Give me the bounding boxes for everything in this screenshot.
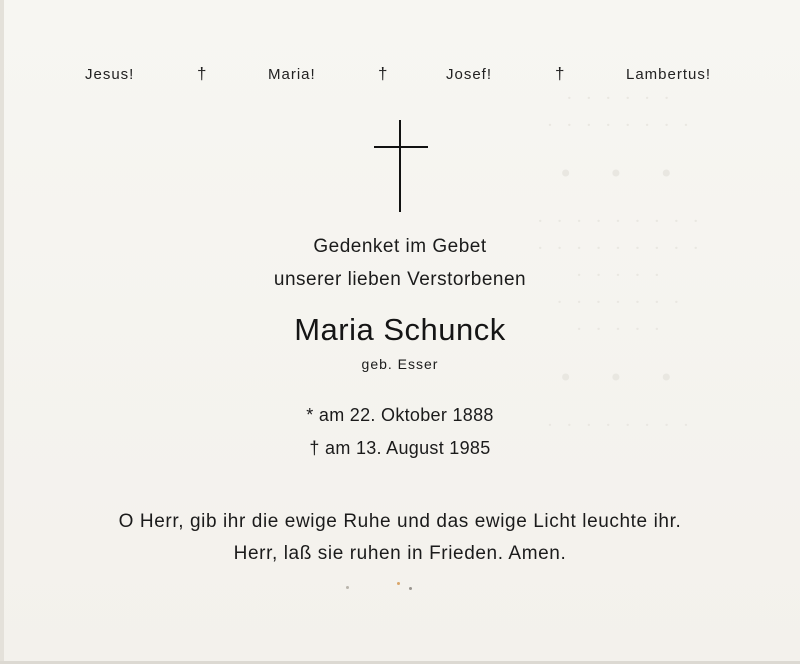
header-saint-lambertus: Lambertus! bbox=[626, 66, 712, 83]
header-saint-josef: Josef! bbox=[446, 66, 493, 83]
header-dagger-icon: † bbox=[378, 64, 388, 83]
header-saint-maria: Maria! bbox=[268, 66, 316, 83]
death-date: † am 13. August 1985 bbox=[309, 438, 491, 458]
birth-date: * am 22. Oktober 1888 bbox=[306, 405, 494, 425]
header-saint-jesus: Jesus! bbox=[85, 66, 135, 83]
header-dagger-icon: † bbox=[197, 64, 207, 83]
maiden-name: geb. Esser bbox=[361, 356, 439, 372]
intro-line-1: Gedenket im Gebet bbox=[313, 236, 487, 257]
prayer-line-1: O Herr, gib ihr die ewige Ruhe und das ewige Licht leuchte ihr. bbox=[118, 511, 682, 532]
header-dagger-icon: † bbox=[555, 64, 565, 83]
deceased-name: Maria Schunck bbox=[294, 312, 506, 347]
intro-line-2: unserer lieben Verstorbenen bbox=[273, 269, 527, 290]
paper-speck bbox=[346, 586, 349, 589]
paper-speck bbox=[409, 587, 412, 590]
prayer-line-2: Herr, laß sie ruhen in Frieden. Amen. bbox=[233, 543, 567, 564]
paper-speck bbox=[397, 582, 400, 585]
show-through-texture: · · · · · · · · · · · · · · · · · · · · · · · · · · · · · · · · · · · · · · · · · · · · · · · · · · · · · · · · · · · · · · · bbox=[537, 88, 703, 436]
